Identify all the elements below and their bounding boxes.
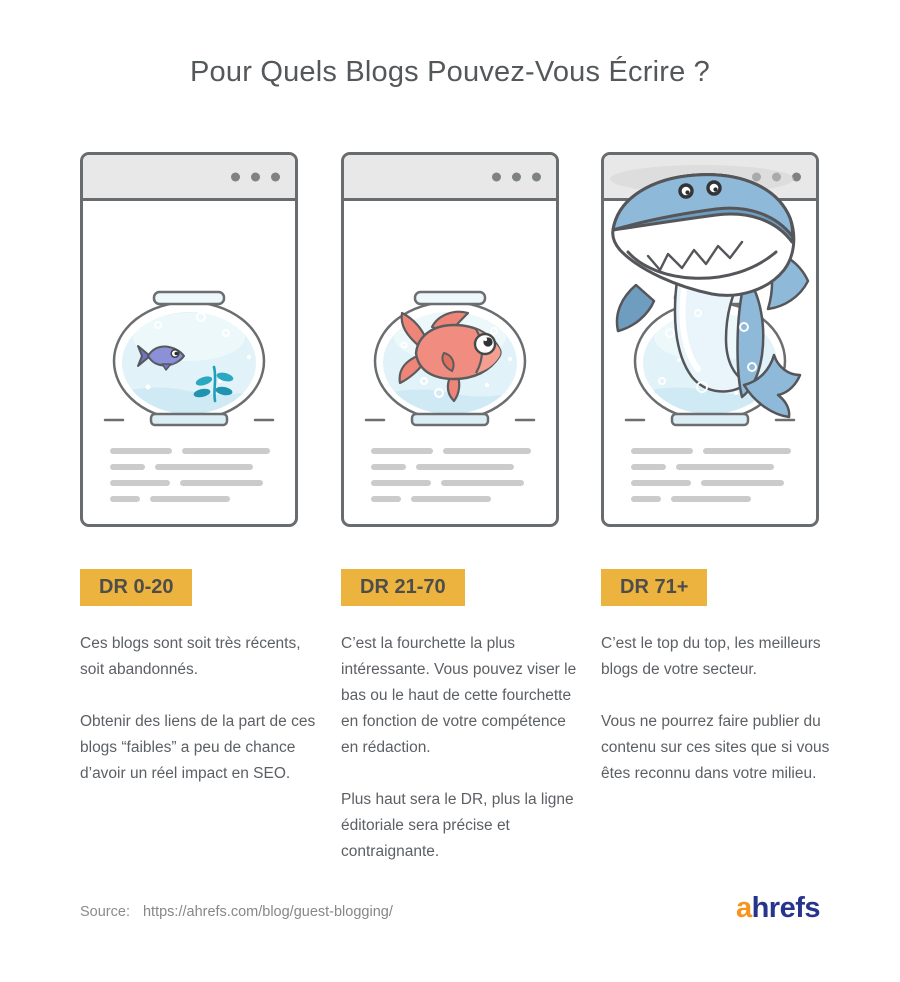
description-paragraph: Obtenir des liens de la part de ces blogs “faibles” a peu de chance d’avoir un réel impact en SEO. bbox=[80, 713, 316, 782]
column-dr-21-70 bbox=[341, 569, 581, 891]
description-paragraph: C’est le top du top, les meilleurs blogs de votre secteur. bbox=[601, 635, 821, 678]
shark-left-fin bbox=[617, 285, 654, 331]
ahrefs-logo: ahrefs bbox=[735, 892, 820, 924]
source-url: https://ahrefs.com/blog/guest-blogging/ bbox=[142, 904, 393, 920]
placeholder-text-lines bbox=[110, 448, 270, 502]
shark-teeth-zigzag bbox=[648, 242, 742, 270]
description-paragraph: Vous ne pourrez faire publier du contenu sur ces sites que si vous êtes reconnu dans votre milieu. bbox=[601, 713, 830, 782]
shark-pectoral-fin bbox=[738, 279, 764, 397]
browser-card-dr-71-plus bbox=[601, 152, 819, 527]
dr-badge: DR 21-70 bbox=[341, 569, 465, 606]
fishbowl-medium-fish-icon bbox=[344, 285, 556, 435]
fishbowl-small-fish-icon bbox=[83, 285, 295, 435]
column-dr-71-plus bbox=[601, 569, 841, 813]
shark-right-fin bbox=[764, 249, 808, 309]
source-label: Source: bbox=[80, 904, 130, 920]
shark-tail-fin bbox=[744, 355, 800, 417]
description-paragraph: C’est la fourchette la plus intéressante. Vous pouvez viser le bas ou le haut de cette fourchette en fonction de votre compétence en rédaction. bbox=[341, 635, 577, 756]
fishbowl-medium-fish-illustration bbox=[344, 285, 556, 435]
description-paragraph: Ces blogs sont soit très récents, soit abandonnés. bbox=[80, 635, 301, 678]
column-dr-0-20 bbox=[80, 569, 320, 813]
browser-card-dr-0-20 bbox=[80, 152, 298, 527]
shark-smile-line bbox=[628, 252, 776, 278]
browser-titlebar bbox=[344, 155, 556, 201]
source-line bbox=[80, 904, 393, 920]
browser-titlebar bbox=[83, 155, 295, 201]
dr-badge: DR 0-20 bbox=[80, 569, 192, 606]
page-title: Pour Quels Blogs Pouvez-Vous Écrire ? bbox=[190, 56, 710, 88]
browser-menu-dots-icon bbox=[231, 172, 280, 181]
fishbowl-small-fish-illustration bbox=[83, 285, 295, 435]
browser-titlebar bbox=[604, 155, 816, 201]
shark-icon bbox=[613, 175, 808, 417]
placeholder-text-lines bbox=[371, 448, 531, 502]
browser-card-dr-21-70 bbox=[341, 152, 559, 527]
shark-body bbox=[675, 273, 748, 391]
browser-menu-dots-icon bbox=[752, 172, 801, 181]
description-paragraph: Plus haut sera le DR, plus la ligne éditoriale sera précise et contraignante. bbox=[341, 791, 574, 860]
dr-badge: DR 71+ bbox=[601, 569, 707, 606]
browser-menu-dots-icon bbox=[492, 172, 541, 181]
placeholder-text-lines bbox=[631, 448, 791, 502]
